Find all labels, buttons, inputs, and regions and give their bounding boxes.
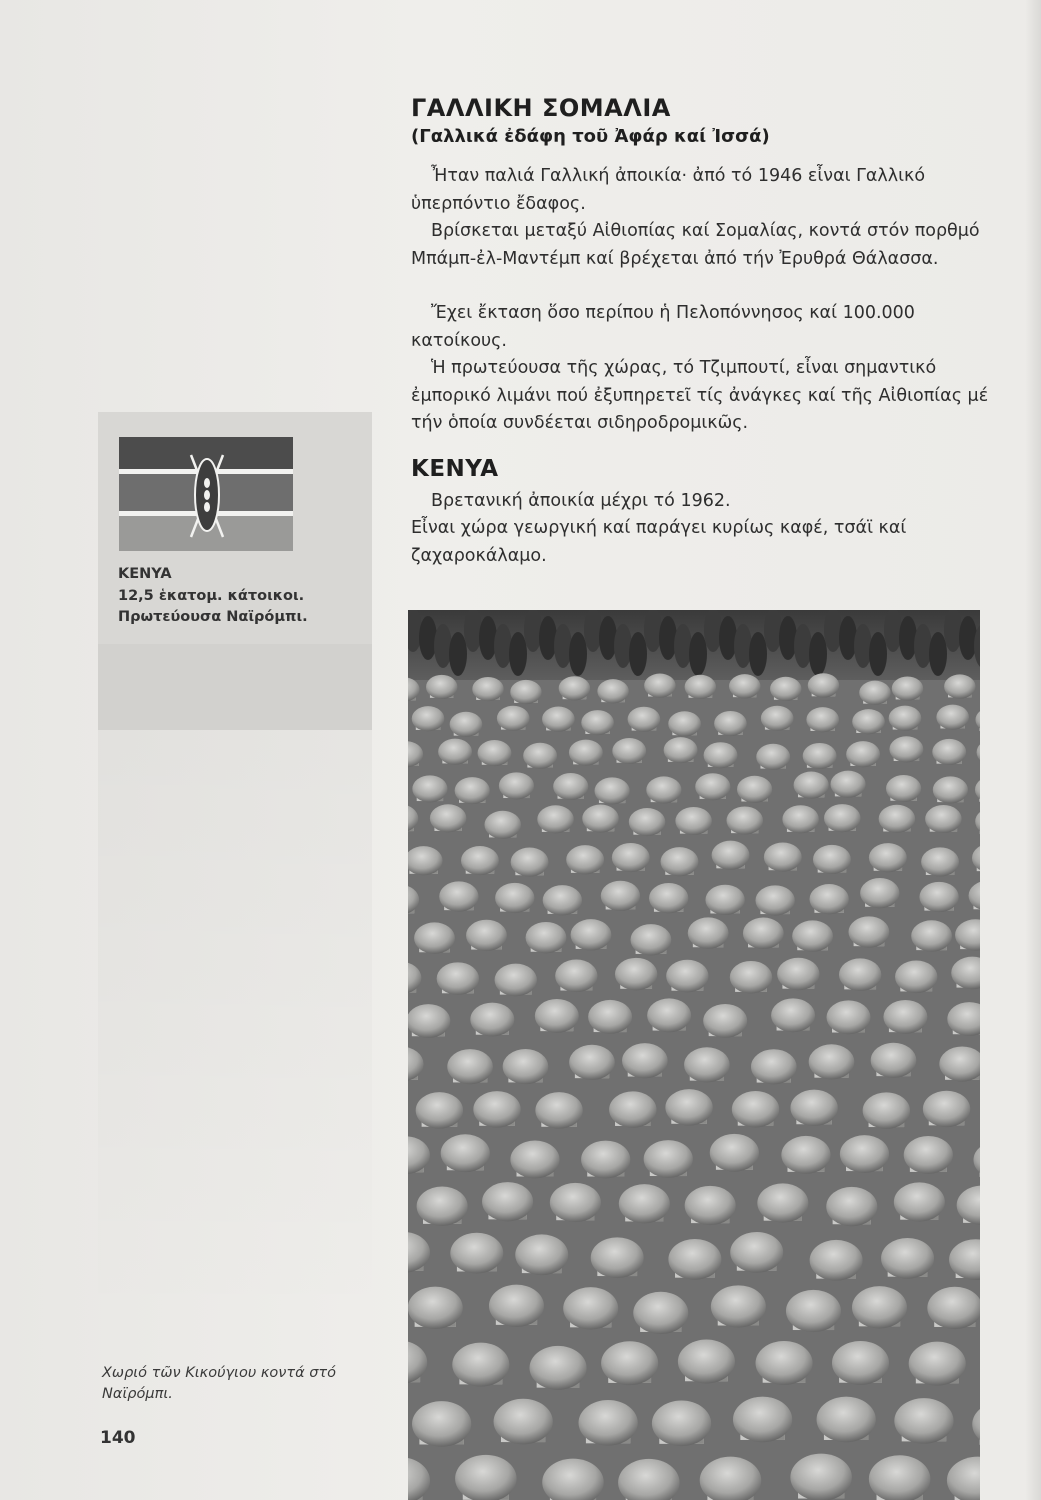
page-edge-shadow xyxy=(1025,0,1041,1500)
sidebar-caption-capital: Πρωτεύουσα Ναϊρόμπι. xyxy=(118,609,308,625)
sidebar-caption-country: KENYA xyxy=(118,566,172,582)
paragraph-kenya-agriculture: Εἶναι χώρα γεωργική καί παράγει κυρίως καφέ, τσάϊ καί ζαχαροκάλαμο. xyxy=(411,518,907,566)
section-title-french-somalia: ΓΑΛΛΙΚΗ ΣΟΜΑΛΙΑ xyxy=(411,94,671,122)
section-subtitle-afar-issa: (Γαλλικά ἐδάφη τοῦ Ἀφάρ καί Ἰσσά) xyxy=(411,126,770,147)
paragraph-colony-history: Ἦταν παλιά Γαλλική ἀποικία· ἀπό τό 1946 εἶναι Γαλλικό ὑπερπόντιο ἔδαφος. xyxy=(411,166,926,214)
page-number: 140 xyxy=(100,1428,136,1448)
photo-caption: Χωριό τῶν Κικούγιου κοντά στό Ναϊρόμπι. xyxy=(102,1365,337,1402)
paragraph-capital-djibouti: Ἡ πρωτεύουσα τῆς χώρας, τό Τζιμπουτί, εἶναι σημαντικό ἐμπορικό λιμάνι πού ἐξυπηρετεῖ τίς ἀνάγκες καί τῆς Αἰθιοπίας μέ τήν ὁποία συνδέεται σιδηροδρομικῶς. xyxy=(411,358,989,433)
paragraph-location: Βρίσκεται μεταξύ Αἰθιοπίας καί Σομαλίας, κοντά στόν πορθμό Μπάμπ-ἐλ-Μαντέμπ καί βρέχεται ἀπό τήν Ἐρυθρά Θάλασσα. xyxy=(411,221,980,269)
sidebar-caption-population: 12,5 ἑκατομ. κάτοικοι. xyxy=(118,588,305,604)
paragraph-kenya-colony: Βρετανική ἀποικία μέχρι τό 1962. xyxy=(431,491,731,511)
kikuyu-village-photo xyxy=(408,610,980,1500)
paragraph-area-population: Ἔχει ἔκταση ὅσο περίπου ἡ Πελοπόννησος καί 100.000 κατοίκους. xyxy=(411,303,915,351)
sidebar-shade xyxy=(98,730,372,1330)
kenya-flag-icon xyxy=(119,437,293,551)
section-title-kenya: KENYA xyxy=(411,456,499,482)
